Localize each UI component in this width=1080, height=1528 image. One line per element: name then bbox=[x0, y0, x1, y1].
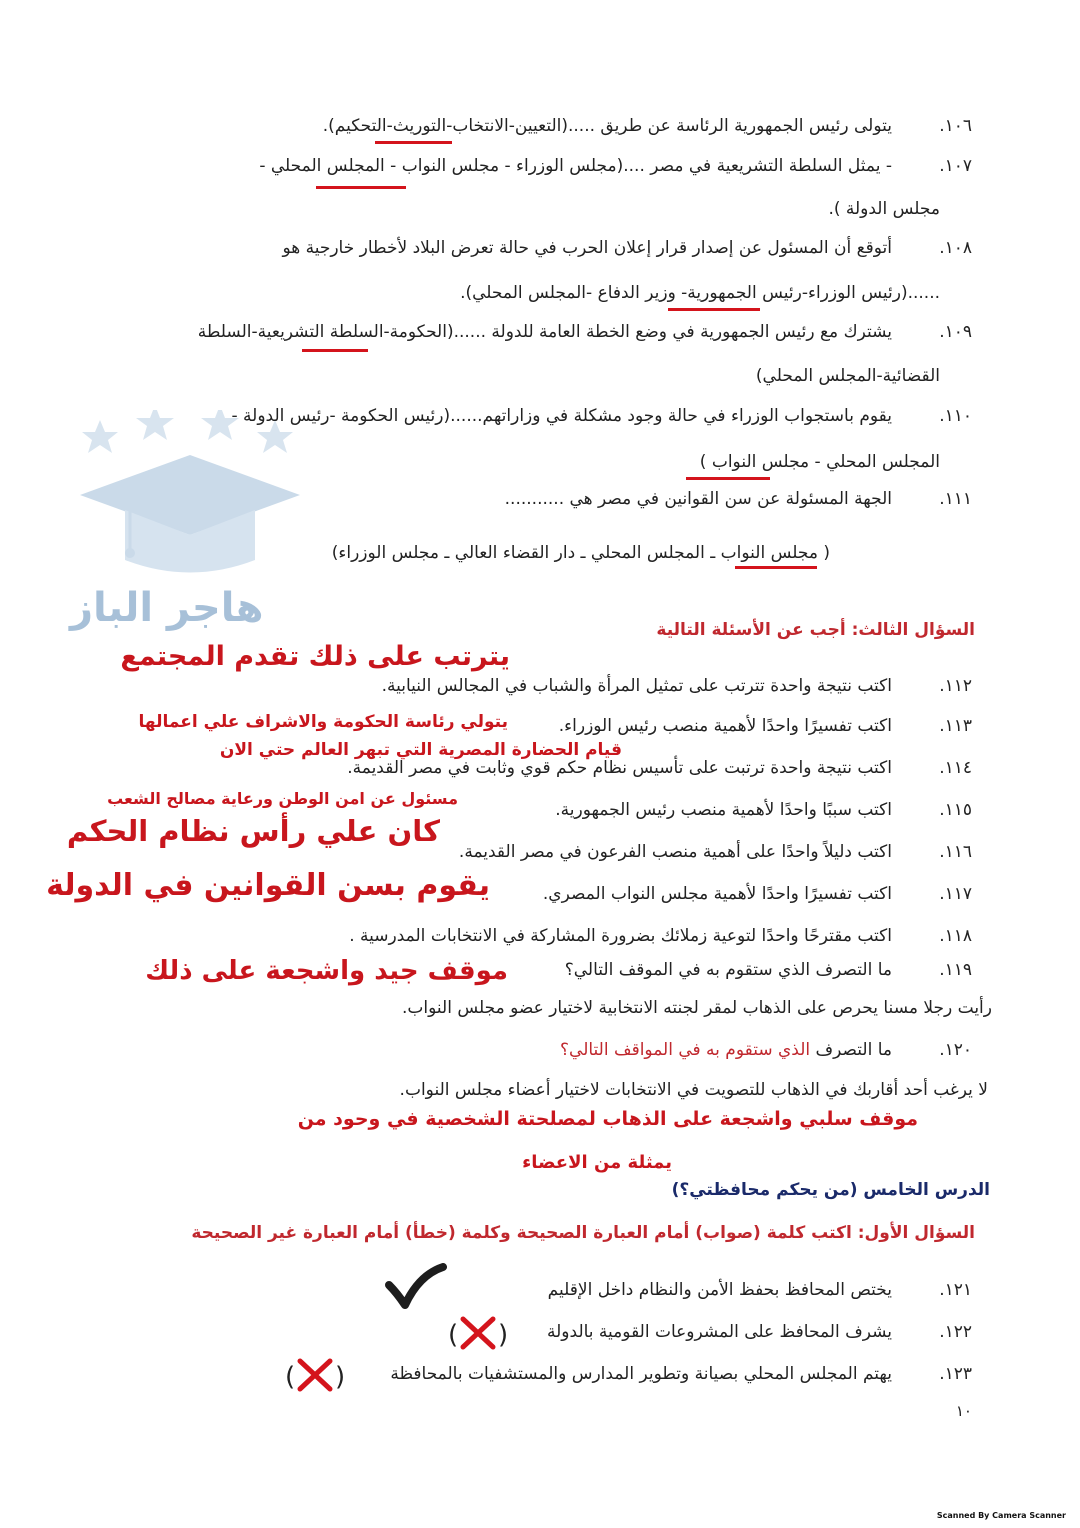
question-108-line2: ......(رئيس الوزراء-رئيس الجمهورية- وزير الدفاع -المجلس المحلي). bbox=[460, 283, 940, 303]
answer-underline bbox=[302, 349, 368, 352]
page-number: ١٠ bbox=[955, 1402, 972, 1420]
handwritten-answer-119: موقف جيد واشجعة على ذلك bbox=[145, 956, 508, 986]
watermark-text: هاجر الباز bbox=[70, 585, 264, 631]
item-number: ١١٥. bbox=[939, 800, 972, 820]
item-number: ١١٠. bbox=[939, 406, 972, 426]
item-number: ١١٣. bbox=[939, 716, 972, 736]
question-109-line1: يشترك مع رئيس الجمهورية في وضع الخطة العامة للدولة ......(الحكومة-السلطة التشريعية-السلطة bbox=[197, 322, 892, 342]
question-123: يهتم المجلس المحلي بصيانة وتطوير المدارس والمستشفيات بالمحافظة bbox=[390, 1364, 892, 1384]
item-number: ١٢١. bbox=[939, 1280, 972, 1300]
svg-text:): ) bbox=[498, 1320, 509, 1350]
question-116: اكتب دليلاً واحدًا على أهمية منصب الفرعون في مصر القديمة. bbox=[458, 842, 892, 862]
item-number: ١٢٣. bbox=[939, 1364, 972, 1384]
cross-mark-icon bbox=[446, 1313, 510, 1353]
svg-text:(: ( bbox=[285, 1362, 296, 1392]
question-117: اكتب تفسيرًا واحدًا لأهمية مجلس النواب المصري. bbox=[542, 884, 892, 904]
question-108-line1: أتوقع أن المسئول عن إصدار قرار إعلان الحرب في حالة تعرض البلاد لأخطار خارجية هو bbox=[282, 238, 892, 258]
item-number: ١٢٢. bbox=[939, 1322, 972, 1342]
question-120-line1: ما التصرف الذي ستقوم به في المواقف التالي؟ bbox=[560, 1040, 892, 1060]
answer-underline bbox=[686, 477, 770, 480]
item-number: ١١١. bbox=[939, 489, 972, 509]
item-number: ١١٨. bbox=[939, 926, 972, 946]
handwritten-answer-116: كان علي رأس نظام الحكم bbox=[66, 814, 440, 848]
handwritten-answer-113: يتولي رئاسة الحكومة والاشراف علي اعمالها bbox=[138, 712, 508, 732]
question-107-line1: - يمثل السلطة التشريعية في مصر ....(مجلس الوزراء - مجلس النواب - المجلس المحلي - bbox=[259, 156, 892, 176]
question-119-line2: رأيت رجلا مسنا يحرص على الذهاب لمقر لجنته الانتخابية لاختيار عضو مجلس النواب. bbox=[402, 998, 992, 1018]
svg-text:(: ( bbox=[448, 1320, 459, 1350]
question-112: اكتب نتيجة واحدة تترتب على تمثيل المرأة والشباب في المجالس النيابية. bbox=[381, 676, 892, 696]
question-109-line2: القضائية-المجلس المحلي) bbox=[755, 366, 940, 386]
question-110-line2: المجلس المحلي - مجلس النواب ) bbox=[699, 452, 940, 472]
item-number: ١١٦. bbox=[939, 842, 972, 862]
handwritten-answer-114: قيام الحضارة المصرية التي تبهر العالم حتي الان bbox=[219, 740, 622, 760]
question-122: يشرف المحافظ على المشروعات القومية بالدولة bbox=[547, 1322, 892, 1342]
checkmark-icon bbox=[385, 1263, 447, 1311]
answer-underline bbox=[375, 141, 452, 144]
question-106: يتولى رئيس الجمهورية الرئاسة عن طريق .....(التعيين-الانتخاب-التوريث-التحكيم). bbox=[322, 116, 892, 136]
handwritten-answer-112: يترتب على ذلك تقدم المجتمع bbox=[120, 641, 510, 672]
lesson-heading: الدرس الخامس (من يحكم محافظتي؟) bbox=[671, 1180, 990, 1200]
question-110-line1: يقوم باستجواب الوزراء في حالة وجود مشكلة في وزاراتهم......(رئيس الحكومة -رئيس الدولة - bbox=[231, 406, 892, 426]
question-120-line2: لا يرغب أحد أقاربك في الذهاب للتصويت في الانتخابات لاختيار أعضاء مجلس النواب. bbox=[399, 1080, 988, 1100]
item-number: ١٠٧. bbox=[939, 156, 972, 176]
item-number: ١١٢. bbox=[939, 676, 972, 696]
answer-underline bbox=[316, 186, 406, 189]
cross-mark-icon bbox=[283, 1355, 347, 1395]
handwritten-answer-115: مسئول عن امن الوطن ورعاية مصالح الشعب bbox=[107, 789, 458, 808]
question-121: يختص المحافظ بحفظ الأمن والنظام داخل الإقليم bbox=[547, 1280, 892, 1300]
handwritten-answer-120-line1: موقف سلبي واشجعة على الذهاب لمصلحتة الشخصية في وحود من bbox=[297, 1108, 918, 1130]
item-number: ١١٩. bbox=[939, 960, 972, 980]
question-111-line2: ( مجلس النواب ـ المجلس المحلي ـ دار القضاء العالي ـ مجلس الوزراء) bbox=[331, 543, 830, 563]
handwritten-answer-120-line2: يمثلة من الاعضاء bbox=[522, 1152, 672, 1173]
item-number: ١٢٠. bbox=[939, 1040, 972, 1060]
question-111-line1: الجهة المسئولة عن سن القوانين في مصر هي ........... bbox=[504, 489, 892, 509]
question-107-line2: مجلس الدولة ). bbox=[828, 199, 940, 219]
item-number: ١١٤. bbox=[939, 758, 972, 778]
item-number: ١٠٦. bbox=[939, 116, 972, 136]
question-115: اكتب سببًا واحدًا لأهمية منصب رئيس الجمهورية. bbox=[555, 800, 892, 820]
question-118: اكتب مقترحًا واحدًا لتوعية زملائك بضرورة المشاركة في الانتخابات المدرسية . bbox=[349, 926, 892, 946]
item-number: ١٠٩. bbox=[939, 322, 972, 342]
question-113: اكتب تفسيرًا واحدًا لأهمية منصب رئيس الوزراء. bbox=[558, 716, 892, 736]
answer-underline bbox=[668, 308, 760, 311]
section-heading-question-1: السؤال الأول: اكتب كلمة (صواب) أمام العبارة الصحيحة وكلمة (خطأ) أمام العبارة غير الصحيحة bbox=[191, 1223, 975, 1243]
question-119-line1: ما التصرف الذي ستقوم به في الموقف التالي؟ bbox=[564, 960, 892, 980]
item-number: ١٠٨. bbox=[939, 238, 972, 258]
scanner-footer: Scanned By Camera Scanner bbox=[936, 1511, 1066, 1520]
svg-text:): ) bbox=[335, 1362, 346, 1392]
item-number: ١١٧. bbox=[939, 884, 972, 904]
handwritten-answer-117: يقوم بسن القوانين في الدولة bbox=[46, 868, 490, 903]
answer-underline bbox=[735, 566, 817, 569]
section-heading-question-3: السؤال الثالث: أجب عن الأسئلة التالية bbox=[656, 620, 975, 640]
question-114: اكتب نتيجة واحدة ترتبت على تأسيس نظام حكم قوي وثابت في مصر القديمة. bbox=[347, 758, 892, 778]
